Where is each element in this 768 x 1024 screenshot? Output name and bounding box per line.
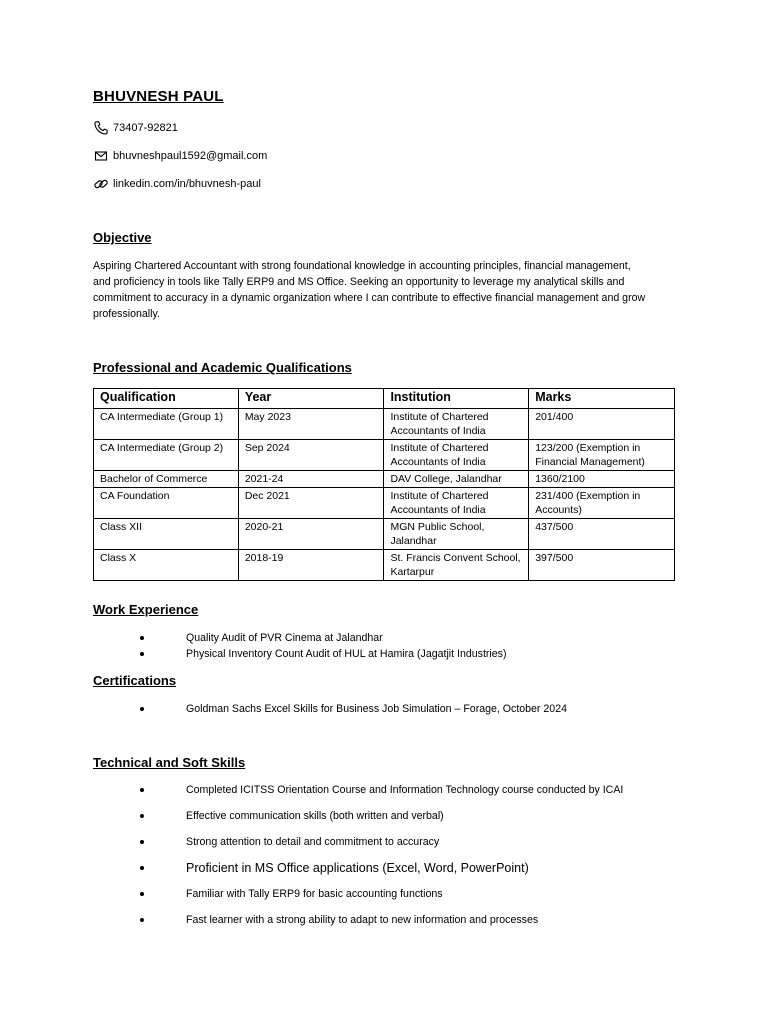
table-cell: Sep 2024 xyxy=(238,440,384,471)
list-item xyxy=(93,886,693,912)
link-icon xyxy=(93,176,109,192)
column-header: Marks xyxy=(529,389,675,409)
table-cell: Institute of Chartered Accountants of India xyxy=(384,409,529,440)
list-item-text: Effective communication skills (both written and verbal) xyxy=(186,810,444,822)
table-cell: Class X xyxy=(94,550,239,581)
email-address[interactable]: bhuvneshpaul1592@gmail.com xyxy=(113,150,268,162)
list-item-text: Physical Inventory Count Audit of HUL at Hamira (Jagatjit Industries) xyxy=(186,648,507,660)
table-row xyxy=(94,440,675,471)
objective-text: Aspiring Chartered Accountant with strong foundational knowledge in accounting principles, financial management, and proficiency in tools like Tally ERP9 and MS Office. Seeking an opportunity to leverage my analytical skills and commitment to accuracy in a dynamic organization where I can contribute to effective financial management and grow professionally. xyxy=(93,260,646,320)
column-header: Year xyxy=(238,389,384,409)
table-row xyxy=(94,409,675,440)
bullet-icon xyxy=(140,866,144,870)
table-cell: CA Foundation xyxy=(94,488,239,519)
table-cell: Bachelor of Commerce xyxy=(94,471,239,488)
phone-icon xyxy=(93,120,109,136)
table-row xyxy=(94,471,675,488)
linkedin-url[interactable]: linkedin.com/in/bhuvnesh-paul xyxy=(113,178,261,190)
contact-linkedin xyxy=(93,176,261,192)
list-item-text: Fast learner with a strong ability to adapt to new information and processes xyxy=(186,914,539,926)
bullet-icon xyxy=(140,707,144,711)
list-item xyxy=(93,630,693,646)
table-cell: 201/400 xyxy=(529,409,675,440)
bullet-icon xyxy=(140,636,144,640)
table-row xyxy=(94,519,675,550)
table-cell: 231/400 (Exemption in Accounts) xyxy=(529,488,675,519)
list-item-text: Familiar with Tally ERP9 for basic accounting functions xyxy=(186,888,443,900)
column-header: Institution xyxy=(384,389,529,409)
list-item xyxy=(93,701,693,717)
table-cell: 397/500 xyxy=(529,550,675,581)
table-row xyxy=(94,550,675,581)
qualifications-heading: Professional and Academic Qualifications xyxy=(93,360,352,375)
table-cell: Class XII xyxy=(94,519,239,550)
table-cell: CA Intermediate (Group 1) xyxy=(94,409,239,440)
work-experience-heading: Work Experience xyxy=(93,602,199,617)
skills-heading: Technical and Soft Skills xyxy=(93,755,246,770)
column-header: Qualification xyxy=(94,389,239,409)
table-cell: MGN Public School, Jalandhar xyxy=(384,519,529,550)
table-cell: May 2023 xyxy=(238,409,384,440)
skills-list xyxy=(93,782,693,938)
list-item xyxy=(93,646,693,662)
bullet-icon xyxy=(140,814,144,818)
list-item xyxy=(93,834,693,860)
list-item xyxy=(93,782,693,808)
list-item-text: Proficient in MS Office applications (Excel, Word, PowerPoint) xyxy=(186,861,529,875)
table-cell: 2018-19 xyxy=(238,550,384,581)
list-item-text: Quality Audit of PVR Cinema at Jalandhar xyxy=(186,632,383,644)
table-header-row xyxy=(94,389,675,409)
bullet-icon xyxy=(140,788,144,792)
table-cell: Institute of Chartered Accountants of India xyxy=(384,488,529,519)
bullet-icon xyxy=(140,892,144,896)
contact-phone xyxy=(93,120,178,136)
objective-heading: Objective xyxy=(93,230,152,245)
work-experience-list xyxy=(93,630,693,662)
list-item-text: Strong attention to detail and commitment to accuracy xyxy=(186,836,440,848)
table-cell: CA Intermediate (Group 2) xyxy=(94,440,239,471)
bullet-icon xyxy=(140,918,144,922)
table-cell: Dec 2021 xyxy=(238,488,384,519)
certifications-heading: Certifications xyxy=(93,673,177,688)
table-cell: 123/200 (Exemption in Financial Management) xyxy=(529,440,675,471)
table-cell: DAV College, Jalandhar xyxy=(384,471,529,488)
table-cell: 1360/2100 xyxy=(529,471,675,488)
list-item xyxy=(93,808,693,834)
table-cell: 2020-21 xyxy=(238,519,384,550)
certifications-list xyxy=(93,701,693,717)
mail-icon xyxy=(93,148,109,164)
bullet-icon xyxy=(140,840,144,844)
table-cell: St. Francis Convent School, Kartarpur xyxy=(384,550,529,581)
contact-email xyxy=(93,148,267,164)
table-cell: 437/500 xyxy=(529,519,675,550)
phone-number: 73407-92821 xyxy=(113,122,178,134)
table-cell: 2021-24 xyxy=(238,471,384,488)
candidate-name: BHUVNESH PAUL xyxy=(93,88,224,105)
table-cell: Institute of Chartered Accountants of India xyxy=(384,440,529,471)
table-row xyxy=(94,488,675,519)
list-item xyxy=(93,912,693,938)
list-item xyxy=(93,860,693,886)
qualifications-table xyxy=(93,388,675,581)
list-item-text: Completed ICITSS Orientation Course and Information Technology course conducted by ICAI xyxy=(186,784,624,796)
bullet-icon xyxy=(140,652,144,656)
list-item-text: Goldman Sachs Excel Skills for Business Job Simulation – Forage, October 2024 xyxy=(186,703,567,715)
